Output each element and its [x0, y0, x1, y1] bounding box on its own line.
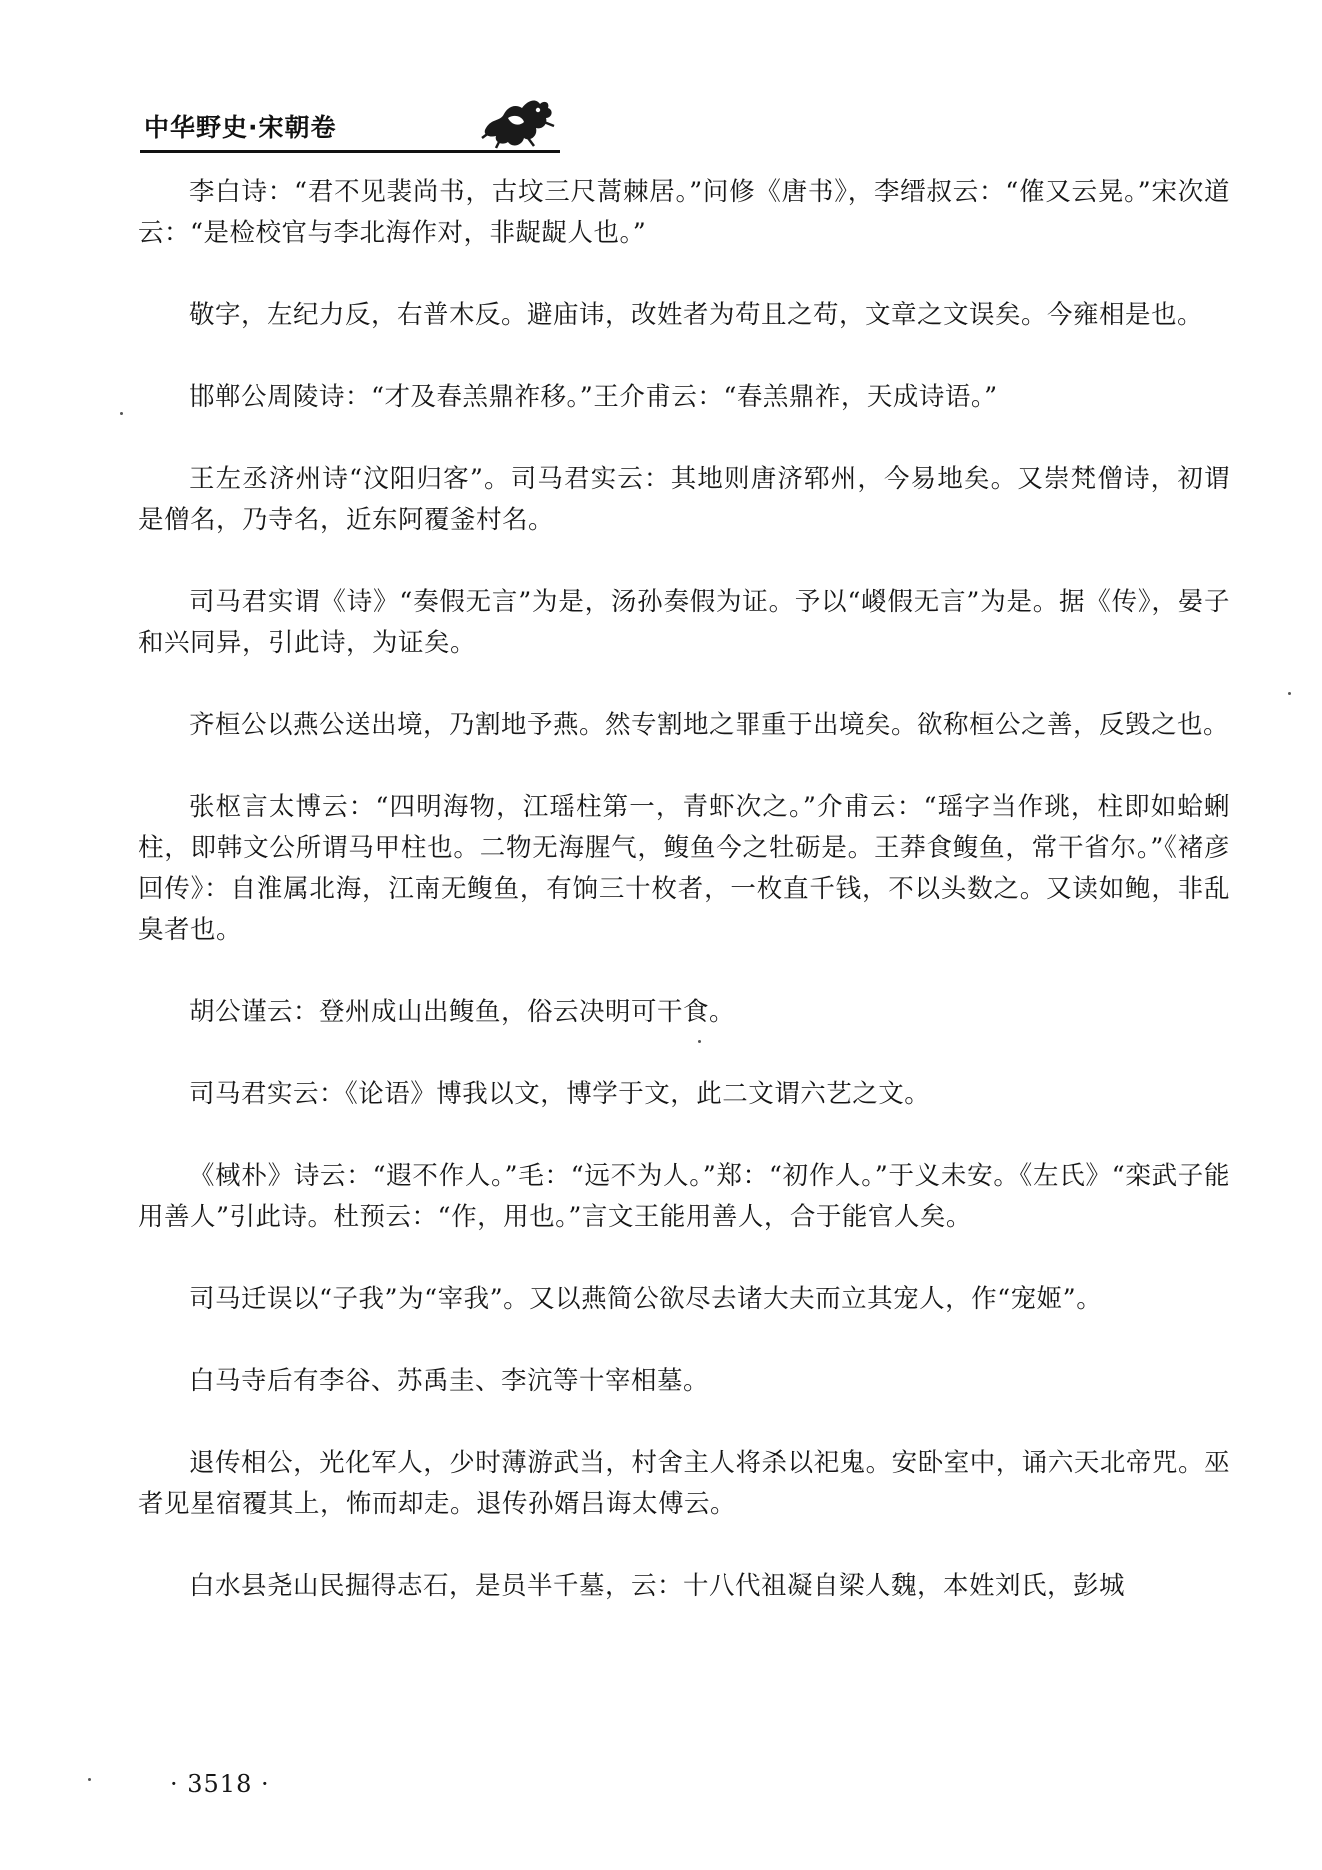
paragraph: 李白诗：“君不见裴尚书，古坟三尺蒿棘居。”问修《唐书》，李缙叔云：“傕又云晃。”宋次道云：“是检校官与李北海作对，非龊龊人也。”: [138, 177, 1230, 248]
paragraph: 司马君实谓《诗》“奏假无言”为是，汤孙奏假为证。予以“嵕假无言”为是。据《传》，晏子和兴同异，引此诗，为证矣。: [138, 587, 1230, 658]
paragraph: 张枢言太博云：“四明海物，江瑶柱第一，青虾次之。”介甫云：“瑶字当作珧，柱即如蛤蜊柱，即韩文公所谓马甲柱也。二物无海腥气，鳆鱼今之牡砺是。王莽食鳆鱼，常干省尔。”《褚彦回传》：自淮属北海，江南无鳆鱼，有饷三十枚者，一枚直千钱，不以头数之。又读如鲍，非乱臭者也。: [138, 792, 1230, 945]
paragraph: 退传相公，光化军人，少时薄游武当，村舍主人将杀以祀鬼。安卧室中，诵六天北帝咒。巫者见星宿覆其上，怖而却走。退传孙婿吕诲太傅云。: [138, 1448, 1230, 1519]
paragraph: 白马寺后有李谷、苏禹圭、李沆等十宰相墓。: [189, 1366, 710, 1396]
running-header: [140, 88, 560, 154]
paragraph: 司马迁误以“子我”为“宰我”。又以燕简公欲尽去诸大夫而立其宠人，作“宠姬”。: [189, 1284, 1103, 1314]
scan-speck: [120, 412, 123, 415]
paragraph: 司马君实云：《论语》博我以文，博学于文，此二文谓六艺之文。: [189, 1079, 931, 1109]
paragraph: 《棫朴》诗云：“遐不作人。”毛：“远不为人。”郑：“初作人。”于义未安。《左氏》“栾武子能用善人”引此诗。杜预云：“作，用也。”言文王能用善人，合于能官人矣。: [138, 1161, 1230, 1232]
paragraph: 齐桓公以燕公送出境，乃割地予燕。然专割地之罪重于出境矣。欲称桓公之善，反毁之也。: [189, 710, 1230, 740]
page-number: · 3518 ·: [170, 1770, 270, 1798]
paragraph: 白水县尧山民掘得志石，是员半千墓，云：十八代祖凝自梁人魏，本姓刘氏，彭城: [189, 1571, 1126, 1601]
paragraph: 邯郸公周陵诗：“才及春羔鼎祚移。”王介甫云：“春羔鼎祚，天成诗语。”: [189, 382, 998, 412]
book-title: 中华野史·宋朝卷: [144, 113, 337, 142]
scan-speck: [88, 1778, 91, 1781]
page-body: [138, 172, 1230, 1648]
paragraph: 敬字，左纪力反，右普木反。避庙讳，改姓者为苟且之苟，文章之文误矣。今雍相是也。: [189, 300, 1204, 330]
paragraph: 胡公谨云：登州成山出鳆鱼，俗云决明可干食。: [189, 997, 736, 1027]
header-rule: [140, 150, 560, 153]
dragon-emblem-icon: [478, 88, 558, 150]
scan-speck: [1288, 692, 1291, 695]
scan-speck: [698, 1040, 701, 1043]
paragraph: 王左丞济州诗“汶阳归客”。司马君实云：其地则唐济郓州，今易地矣。又崇梵僧诗，初谓是僧名，乃寺名，近东阿覆釜村名。: [138, 464, 1230, 535]
